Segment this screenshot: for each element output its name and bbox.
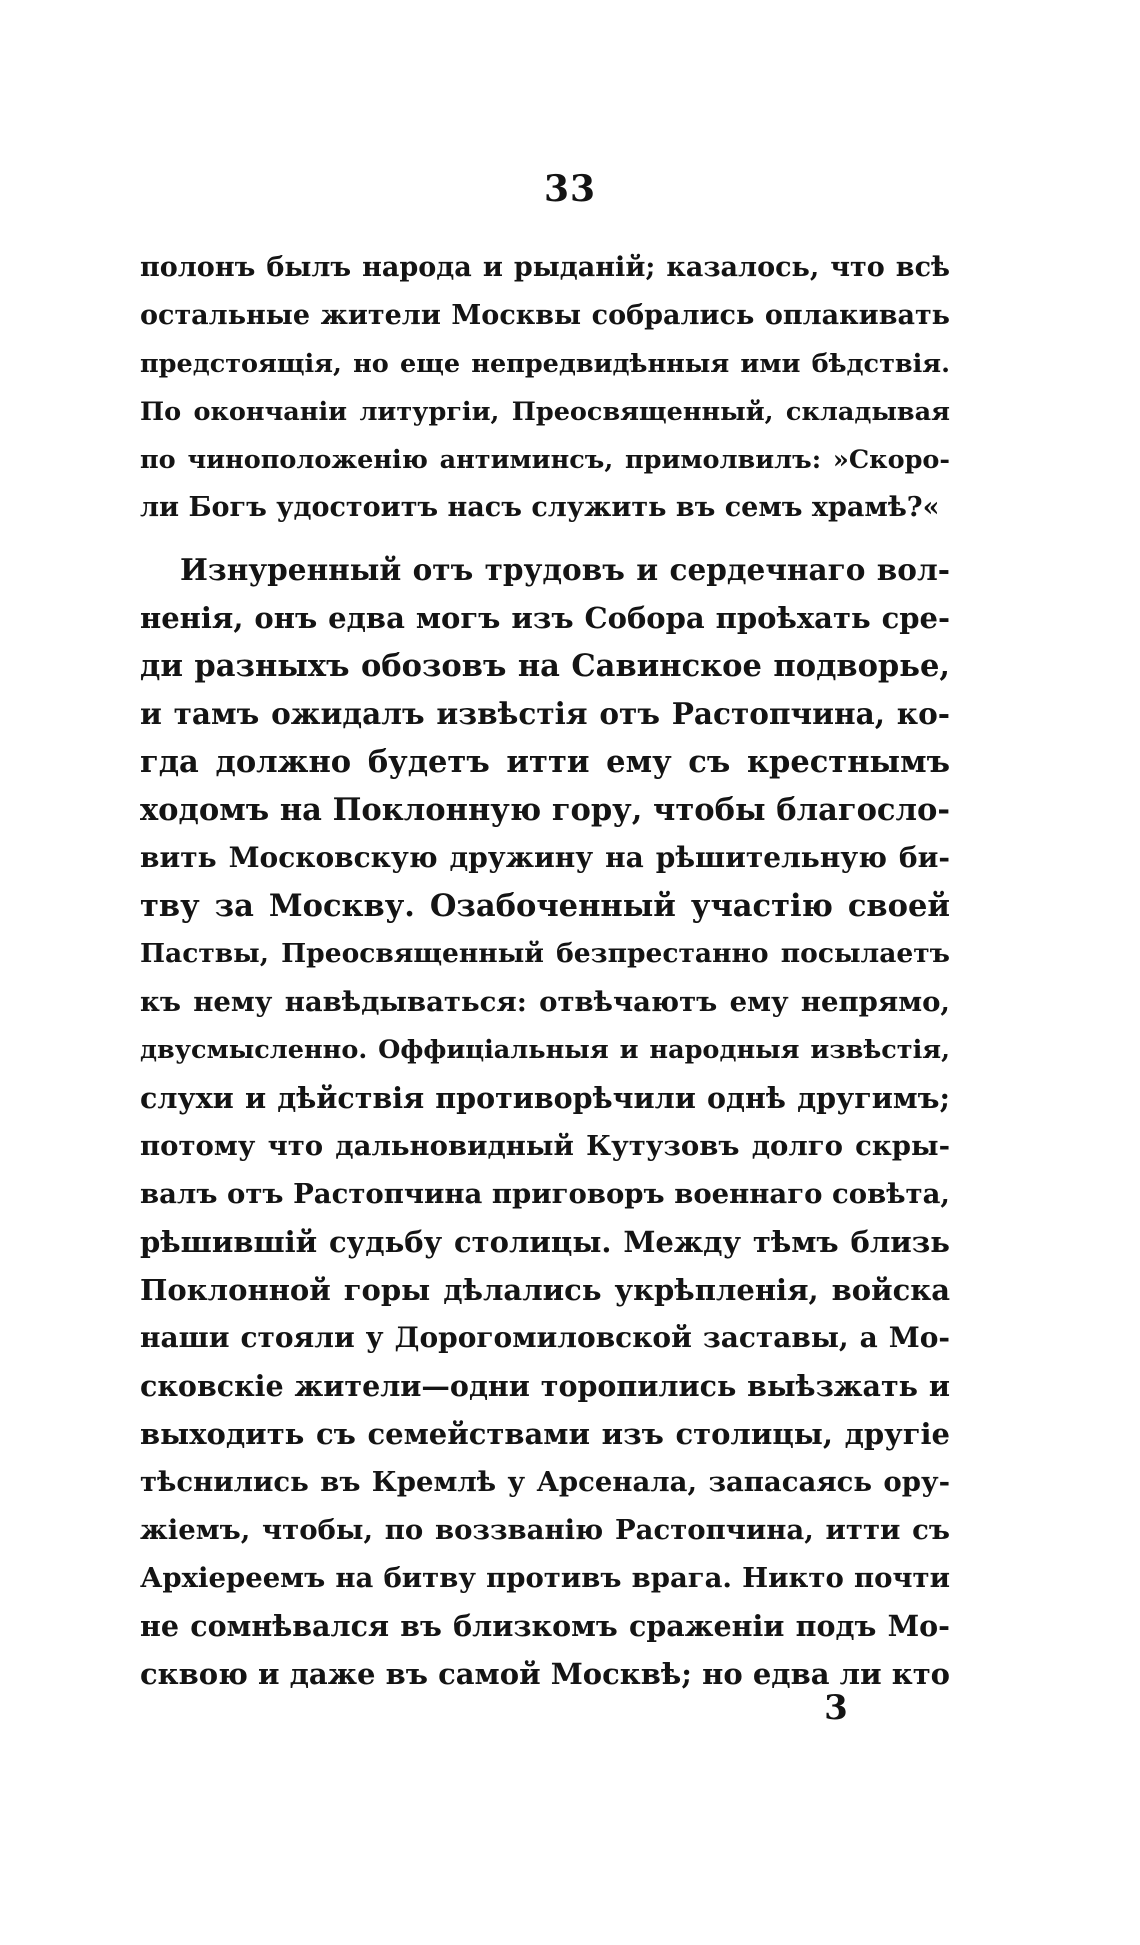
text-line: Паствы, Преосвященный безпрестанно посылаетъ bbox=[140, 938, 950, 969]
text-line: и тамъ ожидалъ извѣстія отъ Растопчина, ко- bbox=[140, 696, 950, 731]
paragraph-gap bbox=[140, 532, 950, 546]
text-line: предстоящія, но еще непредвидѣнныя ими бѣдствія. bbox=[140, 349, 950, 379]
text-line: полонъ былъ народа и рыданій; казалось, что всѣ bbox=[140, 252, 950, 283]
text-line: По окончаніи литургіи, Преосвященный, складывая bbox=[140, 397, 950, 427]
text-line: рѣшившій судьбу столицы. Между тѣмъ близь bbox=[140, 1225, 950, 1259]
text-line: двусмысленно. Оффиціальныя и народныя извѣстія, bbox=[140, 1035, 950, 1065]
text-line: жіемъ, чтобы, по воззванію Растопчина, итти съ bbox=[140, 1514, 950, 1546]
text-line: Изнуренный отъ трудовъ и сердечнаго вол- bbox=[180, 552, 950, 587]
body-text bbox=[140, 244, 950, 1698]
text-line: сквою и даже въ самой Москвѣ; но едва ли кто bbox=[140, 1657, 950, 1691]
text-line: вить Московскую дружину на рѣшительную би- bbox=[140, 841, 950, 874]
text-line: Архіереемъ на битву противъ врага. Никто почти bbox=[140, 1562, 950, 1594]
text-line: къ нему навѣдываться: отвѣчаютъ ему непрямо, bbox=[140, 986, 950, 1018]
text-line: ли Богъ удостоитъ насъ служить въ семъ храмѣ?« bbox=[140, 492, 940, 523]
text-line: гда должно будетъ итти ему съ крестнымъ bbox=[140, 744, 950, 780]
text-line: ди разныхъ обозовъ на Савинское подворье, bbox=[140, 648, 950, 684]
text-line: наши стояли у Дорогомиловской заставы, а Мо- bbox=[140, 1321, 950, 1354]
text-line: по чиноположенію антиминсъ, примолвилъ: »Скоро- bbox=[140, 445, 950, 475]
text-line: слухи и дѣйствія противорѣчили однѣ другимъ; bbox=[140, 1081, 950, 1115]
text-line: не сомнѣвался въ близкомъ сраженіи подъ Мо- bbox=[140, 1609, 950, 1643]
text-line: ненія, онъ едва могъ изъ Собора проѣхать сре- bbox=[140, 601, 950, 635]
text-line: тву за Москву. Озабоченный участію своей bbox=[140, 888, 950, 924]
text-line: выходить съ семействами изъ столицы, другіе bbox=[140, 1417, 950, 1451]
text-line: остальные жители Москвы собрались оплакивать bbox=[140, 300, 950, 331]
text-line: ходомъ на Поклонную гору, чтобы благосло- bbox=[140, 792, 950, 828]
text-line: валъ отъ Растопчина приговоръ военнаго совѣта, bbox=[140, 1178, 950, 1210]
signature-mark: 3 bbox=[824, 1688, 848, 1728]
text-line: тѣснились въ Кремлѣ у Арсенала, запасаясь ору- bbox=[140, 1466, 950, 1498]
paragraph-2 bbox=[140, 546, 950, 1698]
text-line: потому что дальновидный Кутузовъ долго скры- bbox=[140, 1130, 950, 1162]
page-number: 33 bbox=[543, 168, 597, 210]
text-line: сковскіе жители—одни торопились выѣзжать и bbox=[140, 1369, 950, 1403]
paragraph-1 bbox=[140, 244, 950, 532]
text-line: Поклонной горы дѣлались укрѣпленія, войска bbox=[140, 1273, 950, 1307]
